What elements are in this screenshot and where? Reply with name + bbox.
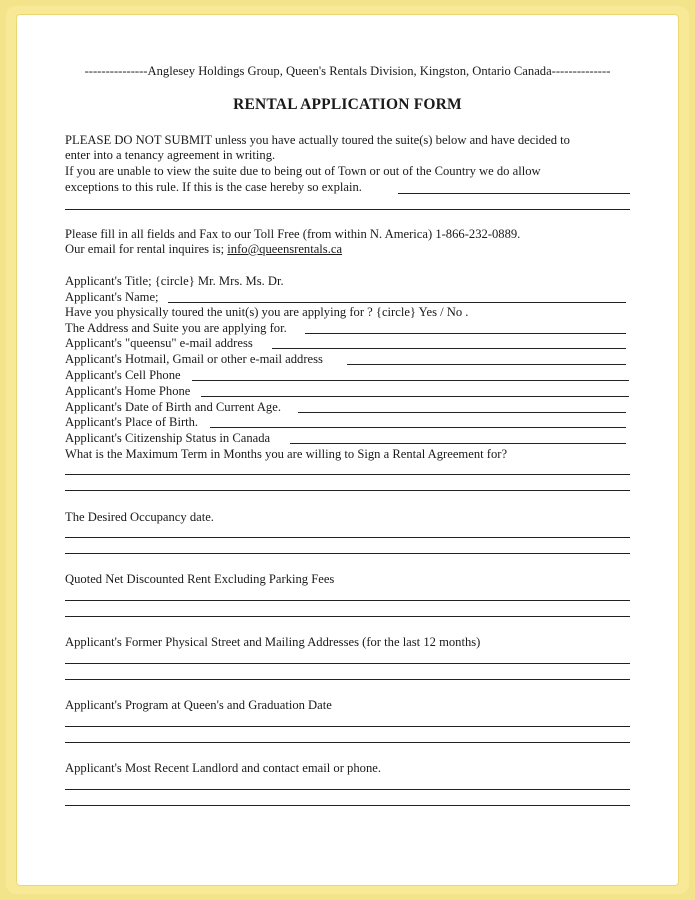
section-landlord-label: Applicant's Most Recent Landlord and contact email or phone.: [65, 761, 381, 775]
section-landlord-blank-1[interactable]: [65, 789, 630, 790]
contact-email-link[interactable]: info@queensrentals.ca: [227, 242, 343, 256]
section-program-blank-1[interactable]: [65, 726, 630, 727]
intro-line-4: exceptions to this rule. If this is the case hereby so explain.: [65, 180, 362, 194]
company-header: ---------------Anglesey Holdings Group, Queen's Rentals Division, Kingston, Ontario Canada--------------: [84, 64, 611, 78]
field-address-label: The Address and Suite you are applying for.: [65, 321, 287, 335]
field-birthplace-label: Applicant's Place of Birth.: [65, 415, 199, 429]
field-max-term-blank-2[interactable]: [65, 490, 630, 491]
field-other-email-blank[interactable]: [347, 364, 626, 365]
intro-line-2: enter into a tenancy agreement in writing.: [65, 148, 276, 162]
section-rent-label: Quoted Net Discounted Rent Excluding Parking Fees: [65, 572, 335, 586]
section-occupancy-label: The Desired Occupancy date.: [65, 510, 214, 524]
field-title-label: Applicant's Title; {circle} Mr. Mrs. Ms. Dr.: [65, 274, 284, 288]
section-occupancy-blank-1[interactable]: [65, 537, 630, 538]
field-citizenship-label: Applicant's Citizenship Status in Canada: [65, 431, 271, 445]
field-cell-phone-blank[interactable]: [192, 380, 629, 381]
section-program-blank-2[interactable]: [65, 742, 630, 743]
section-former-address-label: Applicant's Former Physical Street and Mailing Addresses (for the last 12 months): [65, 635, 481, 649]
field-max-term-label: What is the Maximum Term in Months you are willing to Sign a Rental Agreement for?: [65, 447, 508, 461]
section-rent-blank-2[interactable]: [65, 616, 630, 617]
section-former-address-blank-1[interactable]: [65, 663, 630, 664]
section-occupancy-blank-2[interactable]: [65, 553, 630, 554]
explain-blank-2[interactable]: [65, 209, 630, 210]
contact-line-2: [65, 242, 342, 257]
contact-email-prefix: Our email for rental inquires is;: [65, 242, 228, 256]
field-home-phone-blank[interactable]: [201, 396, 629, 397]
explain-blank-1[interactable]: [398, 193, 630, 194]
field-name-label: Applicant's Name;: [65, 290, 159, 304]
field-toured-label: Have you physically toured the unit(s) you are applying for ? {circle} Yes / No .: [65, 305, 469, 319]
field-address-blank[interactable]: [305, 333, 626, 334]
field-home-phone-label: Applicant's Home Phone: [65, 384, 191, 398]
field-citizenship-blank[interactable]: [290, 443, 626, 444]
section-rent-blank-1[interactable]: [65, 600, 630, 601]
section-program-label: Applicant's Program at Queen's and Graduation Date: [65, 698, 332, 712]
field-dob-label: Applicant's Date of Birth and Current Age.: [65, 400, 281, 414]
field-queensu-email-blank[interactable]: [272, 348, 626, 349]
field-name-blank[interactable]: [168, 302, 626, 303]
field-queensu-email-label: Applicant's "queensu" e-mail address: [65, 336, 253, 350]
intro-line-3: If you are unable to view the suite due to being out of Town or out of the Country we do allow: [65, 164, 541, 178]
field-dob-blank[interactable]: [298, 412, 626, 413]
contact-line-1: Please fill in all fields and Fax to our Toll Free (from within N. America) 1-866-232-0889.: [65, 227, 521, 241]
field-birthplace-blank[interactable]: [210, 427, 626, 428]
field-max-term-blank-1[interactable]: [65, 474, 630, 475]
intro-line-1: PLEASE DO NOT SUBMIT unless you have actually toured the suite(s) below and have decided to: [65, 133, 570, 147]
field-other-email-label: Applicant's Hotmail, Gmail or other e-mail address: [65, 352, 323, 366]
section-landlord-blank-2[interactable]: [65, 805, 630, 806]
field-cell-phone-label: Applicant's Cell Phone: [65, 368, 181, 382]
section-former-address-blank-2[interactable]: [65, 679, 630, 680]
form-title: RENTAL APPLICATION FORM: [233, 96, 462, 113]
